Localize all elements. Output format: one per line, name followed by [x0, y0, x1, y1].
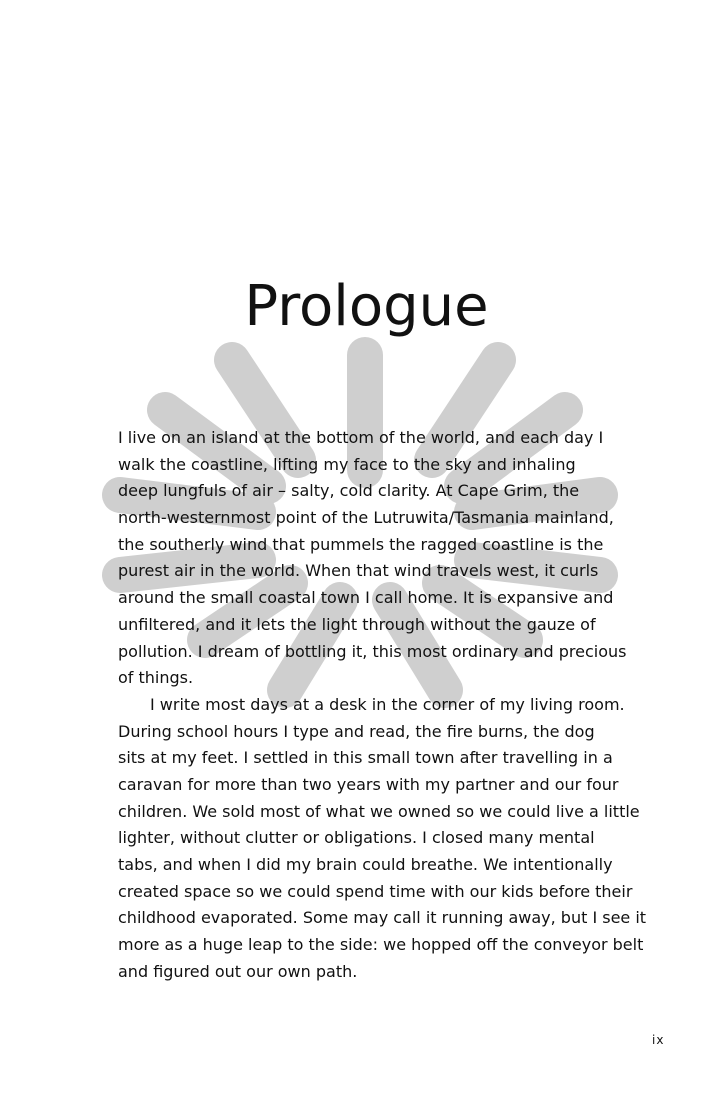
page-number: ix	[652, 1033, 665, 1047]
text-line: more as a huge leap to the side: we hopped off the conveyor belt	[118, 935, 644, 955]
paragraph	[118, 692, 647, 986]
text-line: sits at my feet. I settled in this small town after travelling in a	[118, 748, 613, 768]
text-line: purest air in the world. When that wind travels west, it curls	[118, 561, 599, 581]
text-line: and figured out our own path.	[118, 961, 358, 981]
text-line: north-westernmost point of the Lutruwita/Tasmania mainland,	[118, 508, 614, 528]
body-text	[118, 425, 647, 985]
text-line: I live on an island at the bottom of the world, and each day I	[118, 428, 604, 447]
text-line: During school hours I type and read, the fire burns, the dog	[118, 721, 595, 741]
chapter-title: Prologue	[244, 274, 489, 339]
text-line: deep lungfuls of air – salty, cold clarity. At Cape Grim, the	[118, 481, 580, 501]
text-line: children. We sold most of what we owned so we could live a little	[118, 801, 640, 821]
text-line: around the small coastal town I call home. It is expansive and	[118, 588, 614, 608]
text-line: childhood evaporated. Some may call it running away, but I see it	[118, 908, 647, 928]
text-line: pollution. I dream of bottling it, this most ordinary and precious	[118, 641, 627, 661]
text-line: tabs, and when I did my brain could breathe. We intentionally	[118, 855, 613, 874]
text-line: lighter, without clutter or obligations. I closed many mental	[118, 828, 595, 848]
text-line: caravan for more than two years with my partner and our four	[118, 774, 619, 794]
text-line: of things.	[118, 668, 194, 688]
text-line: unfiltered, and it lets the light through without the gauze of	[118, 614, 596, 634]
text-line: I write most days at a desk in the corner of my living room.	[150, 694, 625, 714]
paragraph	[118, 425, 628, 692]
text-line: the southerly wind that pummels the ragged coastline is the	[118, 534, 604, 554]
text-line: walk the coastline, lifting my face to the sky and inhaling	[118, 454, 576, 474]
text-line: created space so we could spend time with our kids before their	[118, 881, 633, 901]
